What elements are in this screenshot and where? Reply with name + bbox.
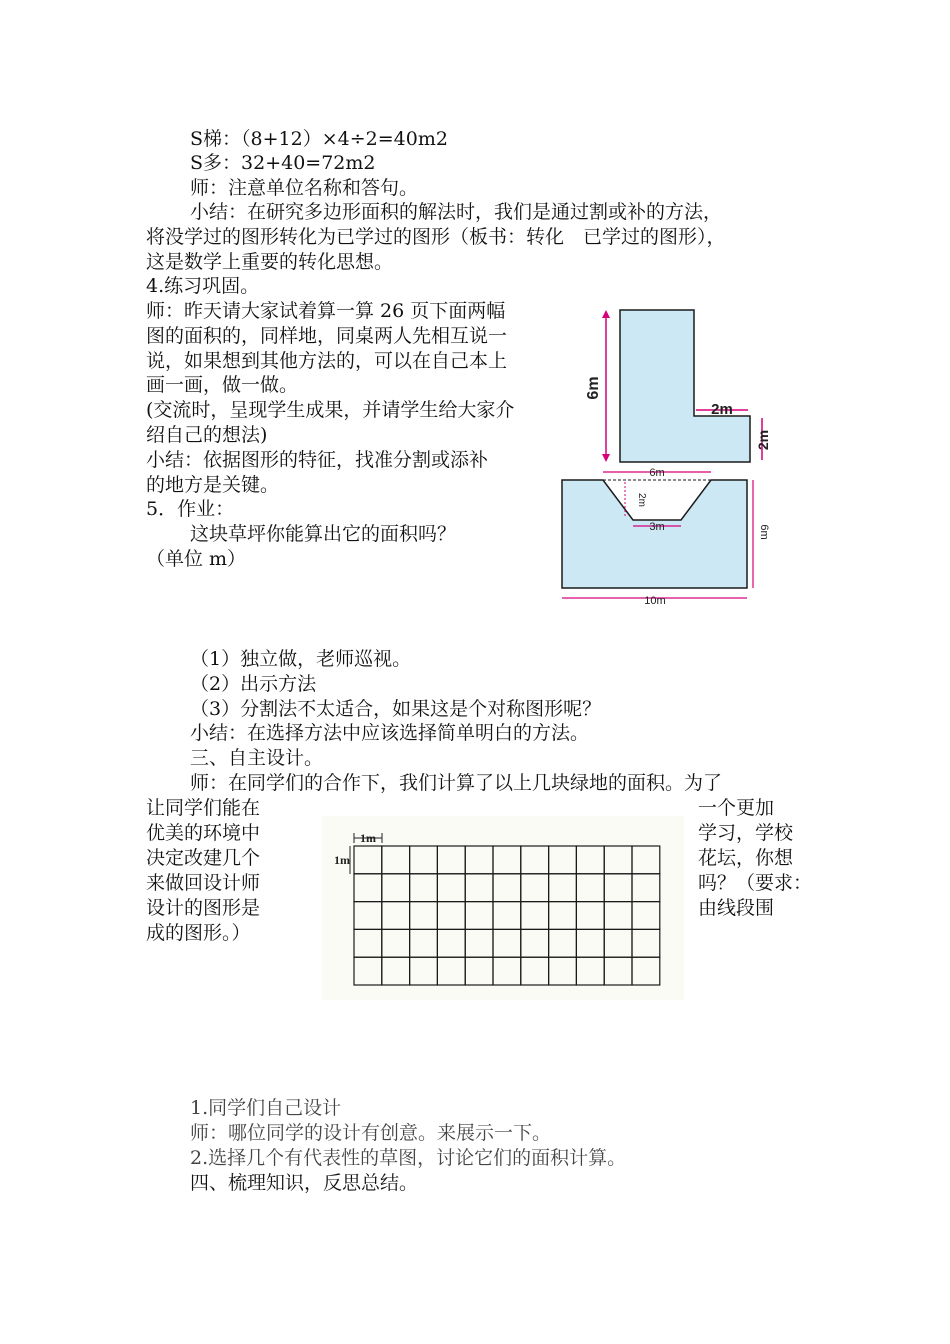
text-line-left: 设计的图形是 xyxy=(146,897,261,919)
text-line-left: 优美的环境中 xyxy=(146,822,261,844)
step-width-label: 2m xyxy=(711,401,733,418)
text-line: 小结：在研究多边形面积的解法时，我们是通过割或补的方法， xyxy=(190,201,723,223)
text-line: 4.练习巩固。 xyxy=(146,275,260,297)
text-line: 四、梳理知识，反思总结。 xyxy=(190,1172,419,1194)
text-line: 这块草坪你能算出它的面积吗？ xyxy=(190,523,457,545)
trapezoid-notch-figure xyxy=(555,466,775,610)
text-line: 绍自己的想法) xyxy=(146,424,268,446)
top-label: 6m xyxy=(649,467,665,479)
text-line: （单位 m） xyxy=(146,548,247,570)
text-line: 这是数学上重要的转化思想。 xyxy=(146,251,394,273)
text-line: 师：注意单位名称和答句。 xyxy=(190,177,419,199)
text-line: 师：哪位同学的设计有创意。来展示一下。 xyxy=(190,1122,552,1144)
text-line: 说，如果想到其他方法的，可以在自己本上 xyxy=(146,350,508,372)
text-line-left: 决定改建几个 xyxy=(146,847,261,869)
text-line-left: 让同学们能在 xyxy=(146,797,261,819)
text-line: 师：昨天请大家试着算一算 26 页下面两幅 xyxy=(146,300,506,322)
depth-label: 2m xyxy=(636,493,647,507)
text-line: 的地方是关键。 xyxy=(146,474,280,496)
text-line: 小结：在选择方法中应该选择简单明白的方法。 xyxy=(190,722,590,744)
text-line: S多：32+40=72m2 xyxy=(190,152,376,174)
grid-background xyxy=(322,816,684,1000)
arrow-head xyxy=(602,454,610,462)
cell-width-label: 1m xyxy=(360,831,376,845)
text-line-left: 来做回设计师 xyxy=(146,872,261,894)
text-line: 画一画，做一做。 xyxy=(146,374,299,396)
text-line: （2）出示方法 xyxy=(190,673,317,695)
arrow-head xyxy=(602,310,610,318)
text-line: S梯：（8+12）×4÷2=40m2 xyxy=(190,128,448,150)
text-line-right: 一个更加 xyxy=(698,797,775,819)
text-line: 1.同学们自己设计 xyxy=(190,1097,342,1119)
width-label: 10m xyxy=(644,595,666,607)
text-line: 图的面积的，同样地，同桌两人先相互说一 xyxy=(146,325,508,347)
lawn-polygon xyxy=(562,480,747,588)
text-line: 5．作业： xyxy=(146,498,235,520)
l-shape-polygon xyxy=(620,310,750,462)
design-grid-figure xyxy=(322,816,684,1000)
text-line: （3）分割法不太适合，如果这是个对称图形呢？ xyxy=(190,698,602,720)
text-line: 2.选择几个有代表性的草图，讨论它们的面积计算。 xyxy=(190,1147,627,1169)
text-line: 将没学过的图形转化为已学过的图形（板书：转化 已学过的图形）， xyxy=(146,226,726,248)
height-label: 6m xyxy=(585,376,602,400)
text-line: 师：在同学们的合作下，我们计算了以上几块绿地的面积。为了 xyxy=(190,772,723,794)
text-line: (交流时，呈现学生成果，并请学生给大家介 xyxy=(146,399,515,421)
step-height-label: 2m xyxy=(755,429,771,451)
text-line: 三、自主设计。 xyxy=(190,747,324,769)
text-line-right: 花坛，你想 xyxy=(698,847,794,869)
text-line-right: 吗？（要求： xyxy=(698,872,813,894)
text-line: （1）独立做，老师巡视。 xyxy=(190,648,412,670)
text-line-right: 由线段围 xyxy=(698,897,775,919)
text-line-right: 学习，学校 xyxy=(698,822,794,844)
text-line-left: 成的图形。） xyxy=(146,922,251,944)
text-line: 小结：依据图形的特征，找准分割或添补 xyxy=(146,449,489,471)
bottom-label: 3m xyxy=(649,521,665,533)
cell-height-label: 1m xyxy=(334,853,350,867)
side-label: 6m xyxy=(758,524,770,540)
l-shape-figure xyxy=(585,304,780,466)
